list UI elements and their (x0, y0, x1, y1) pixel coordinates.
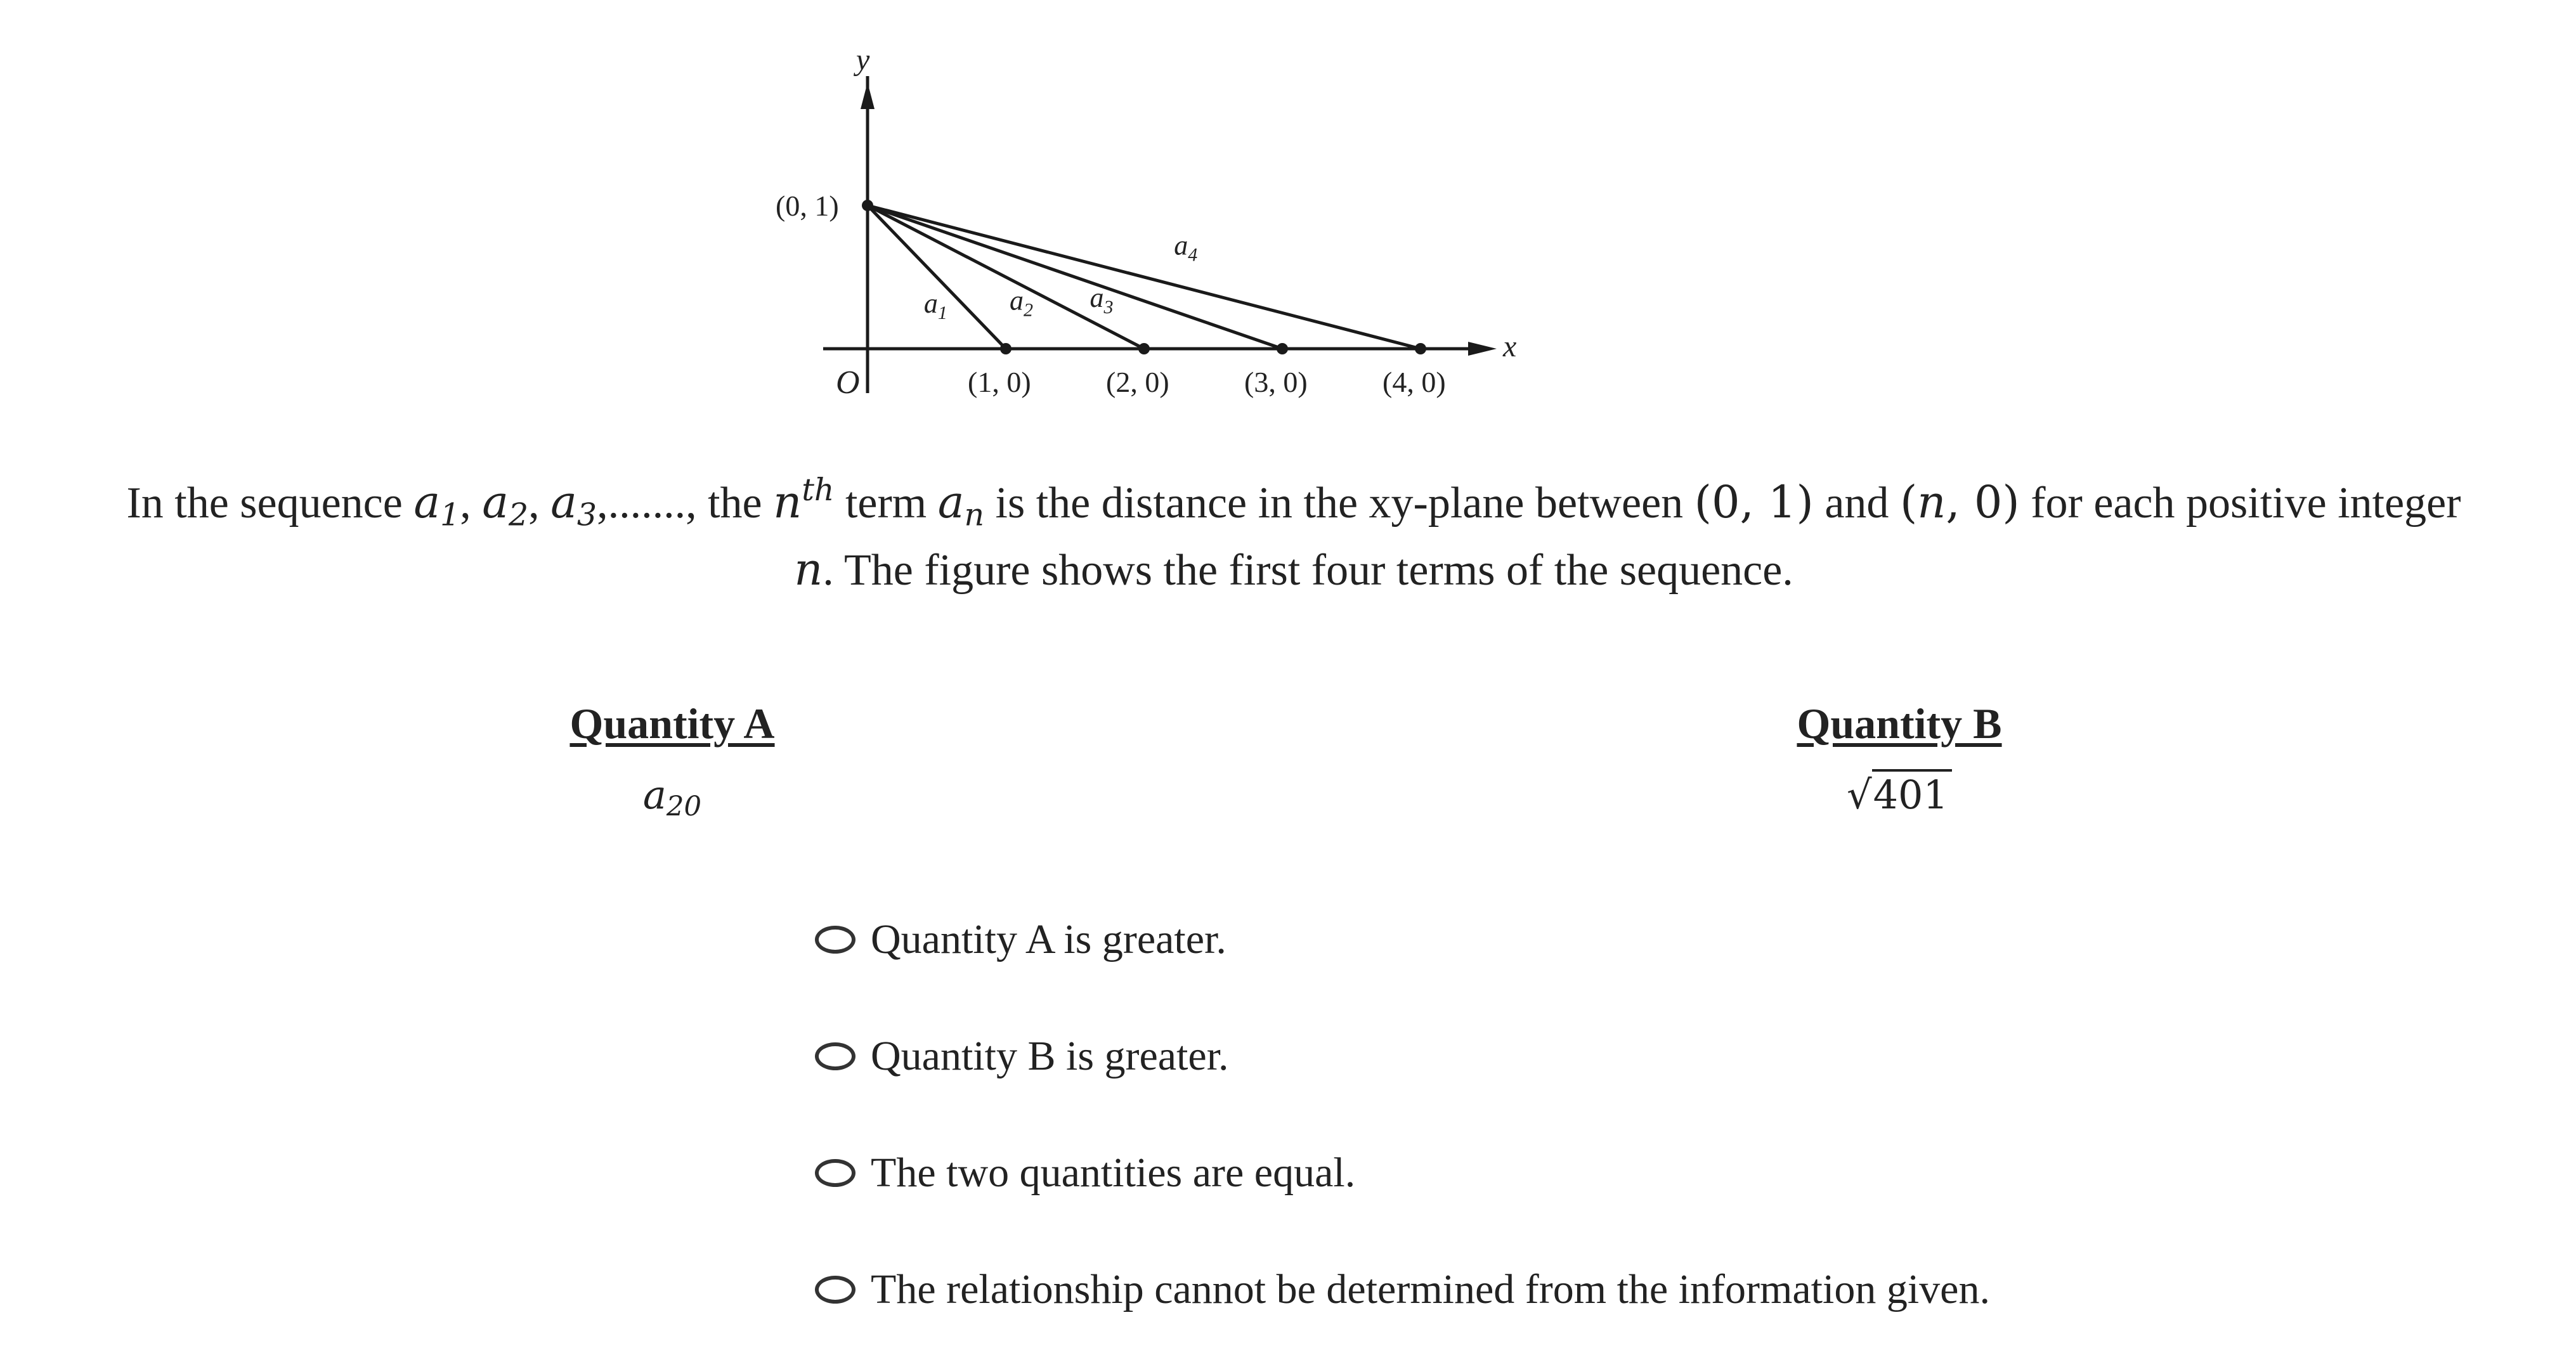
choice-a-greater[interactable] (815, 881, 2274, 998)
radical-sign: √ (1847, 772, 1872, 818)
segment-a1 (868, 205, 1006, 349)
radio-button[interactable] (815, 1276, 855, 1304)
stem-text: for each positive integer (2019, 479, 2461, 528)
choice-equal[interactable] (815, 1115, 2274, 1231)
segment-label-a3: $a_3$ (1090, 282, 1114, 318)
point-label: (3, 0) (1244, 366, 1308, 398)
point-label: (4, 0) (1382, 366, 1446, 398)
stem-text: term (834, 479, 938, 528)
quantity-a-value: $a_{20}$ (642, 772, 702, 822)
stem-text: and (1813, 479, 1900, 528)
choice-label: Quantity B is greater. (871, 1033, 1229, 1079)
y-axis-label: y (856, 43, 870, 77)
point-marker (1138, 343, 1150, 354)
choice-cannot-determine[interactable] (815, 1231, 2274, 1348)
point-marker (862, 200, 873, 211)
quantity-b (1646, 691, 2153, 819)
segment-label-a1: $a_1$ (923, 288, 947, 324)
origin-label: O (836, 365, 860, 401)
x-axis-label: x (1503, 330, 1517, 363)
radicand: 401 (1872, 769, 1952, 818)
quantity-a-heading: Quantity A (569, 699, 775, 748)
question-stem: In the sequence $a_1$, $a_2$, $a_3$,......., the $n^{th}$ term $a_n$ is the distance in the xy-plane between (0, 1) and (n, 0) for each positive integer n. The figure shows the first four terms of the sequence. (126, 472, 2461, 595)
sequence-figure (761, 38, 1554, 418)
quantity-b-heading: Quantity B (1797, 699, 2002, 748)
choice-label: The relationship cannot be determined from the information given. (871, 1266, 1990, 1312)
point-label: (1, 0) (968, 366, 1031, 398)
segment-a2 (868, 205, 1144, 349)
stem-text: . The figure shows the first four terms of the sequence. (823, 546, 1793, 595)
point-n-0: (n, 0) (1899, 476, 2020, 528)
n-symbol: n (794, 543, 823, 595)
segment-label-a2: $a_2$ (1010, 285, 1034, 321)
radio-button[interactable] (815, 926, 855, 954)
an-symbol: $a_n$ (937, 476, 985, 533)
segment-label-a4: $a_4$ (1174, 230, 1198, 266)
choice-label: Quantity A is greater. (871, 916, 1226, 962)
choice-b-greater[interactable] (815, 998, 2274, 1115)
point-label: (2, 0) (1106, 366, 1169, 398)
seq-term-3: $a_3$ (550, 476, 597, 533)
nth-symbol: $n^{th}$ (773, 472, 835, 528)
seq-term-1: $a_1$ (413, 476, 460, 533)
choice-label: The two quantities are equal. (871, 1150, 1356, 1196)
stem-text: In the sequence (126, 479, 414, 528)
point-marker (1277, 343, 1288, 354)
segment-a4 (868, 205, 1421, 349)
seq-term-2: $a_2$ (482, 476, 529, 533)
x-axis-arrow (1468, 342, 1497, 356)
radio-button[interactable] (815, 1042, 855, 1070)
stem-text: ,......., the (597, 479, 774, 528)
point-marker (1000, 343, 1012, 354)
y-axis-arrow (861, 82, 875, 109)
answer-choices (815, 881, 2274, 1348)
quantity-a (419, 691, 926, 822)
stem-text: is the distance in the xy-plane between (984, 479, 1695, 528)
point-label: (0, 1) (776, 190, 839, 222)
segment-a3 (868, 205, 1282, 349)
point-0-1: (0, 1) (1694, 476, 1814, 528)
quantity-b-value (1646, 772, 2153, 819)
point-marker (1415, 343, 1426, 354)
radio-button[interactable] (815, 1159, 855, 1187)
